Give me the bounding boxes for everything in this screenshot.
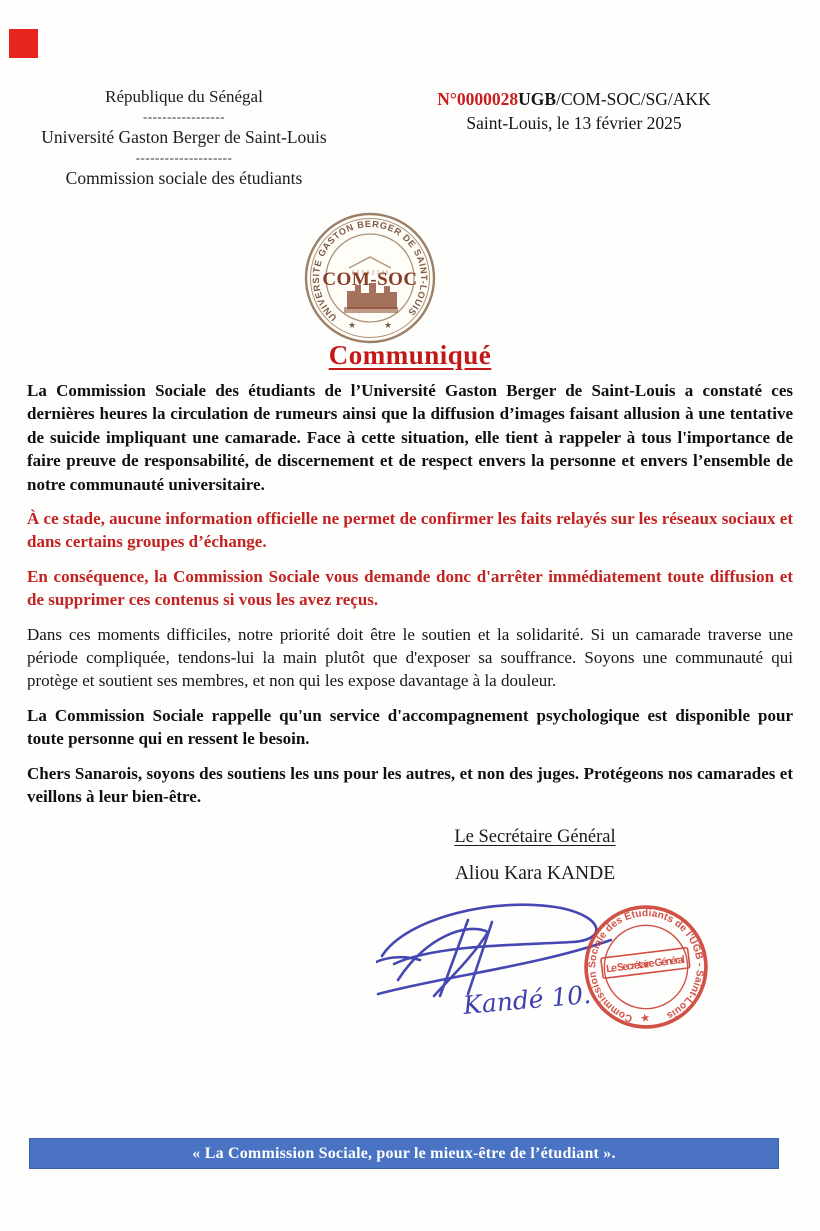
commission-line: Commission sociale des étudiants [65,168,303,188]
reference-line [428,87,720,111]
republic-line: République du Sénégal [105,87,263,106]
reference-ugb: UGB [518,89,557,109]
official-stamp [582,903,710,1031]
body-text-block [27,379,793,820]
seal-graphic [303,211,437,345]
dashed-divider: -------------------- [135,150,233,165]
seal-center-label: COM-SOC [322,269,418,290]
star-icon: ★ [383,320,393,330]
body-paragraph-6: Chers Sanarois, soyons des soutiens les uns pour les autres, et non des juges. Protégeons nos camarades et veillons à leur bien-être. [27,763,793,807]
footer-slogan: « La Commission Sociale, pour le mieux-être de l’étudiant ». [192,1144,616,1162]
closing-name: Aliou Kara KANDE [454,863,616,884]
signature-handwriting: Kandé 10. [461,979,593,1020]
closing-block [382,827,688,885]
stamp-graphic [582,903,710,1031]
body-paragraph-3: En conséquence, la Commission Sociale vous demande donc d'arrêter immédiatement toute diffusion et de supprimer ces contenus si vous les avez reçus. [27,566,793,610]
header-left-block [28,86,340,189]
body-paragraph-2: À ce stade, aucune information officielle ne permet de confirmer les faits relayés sur les réseaux sociaux et dans certains groupes d’échange. [27,509,793,552]
body-paragraph-1: La Commission Sociale des étudiants de l’Université Gaston Berger de Saint-Louis a constaté ces dernières heures la circulation de rumeurs ainsi que la diffusion d’images faisant allusion à une tentative de suicide impliquant une camarade. Face à cette situation, elle tient à rappeler à tous l'importance de faire preuve de responsabilité, de discernement et de respect envers la personne et envers l’ensemble de notre communauté universitaire. [27,381,793,494]
page-title: Communiqué [328,340,492,370]
seal-ring-text: UNIVERSITE GASTON BERGER DE SAINT-LOUIS [310,218,430,324]
university-line: Université Gaston Berger de Saint-Louis [41,127,327,147]
stamp-center-text: Le Secrétaire Général [605,953,686,976]
red-corner-mark [9,29,38,58]
date-line: Saint-Louis, le 13 février 2025 [466,113,682,133]
body-paragraph-5: La Commission Sociale rappelle qu'un service d'accompagnement psychologique est disponible pour toute personne qui en ressent le besoin. [27,705,793,749]
star-icon: ★ [347,320,357,330]
footer-banner [29,1138,779,1169]
star-icon: ★ [639,1011,652,1026]
closing-role: Le Secrétaire Général [454,827,616,847]
header-right-block [428,87,720,135]
reference-code: /COM-SOC/SG/AKK [556,89,711,109]
reference-number: N°0000028 [437,89,519,109]
dashed-divider: ----------------- [142,109,226,124]
body-paragraph-4: Dans ces moments difficiles, notre priorité doit être le soutien et la solidarité. Si un camarade traverse une période compliquée, tendons-lui la main plutôt que d'exposer sa souffrance. Soyons une communauté qui protège et soutient ses membres, et non qui les expose davantage à la douleur. [27,624,793,691]
university-seal [303,211,437,345]
stamp-ring-text: Commission Sociale des Etudiants de l'UGB - Saint-Louis [587,908,705,1024]
